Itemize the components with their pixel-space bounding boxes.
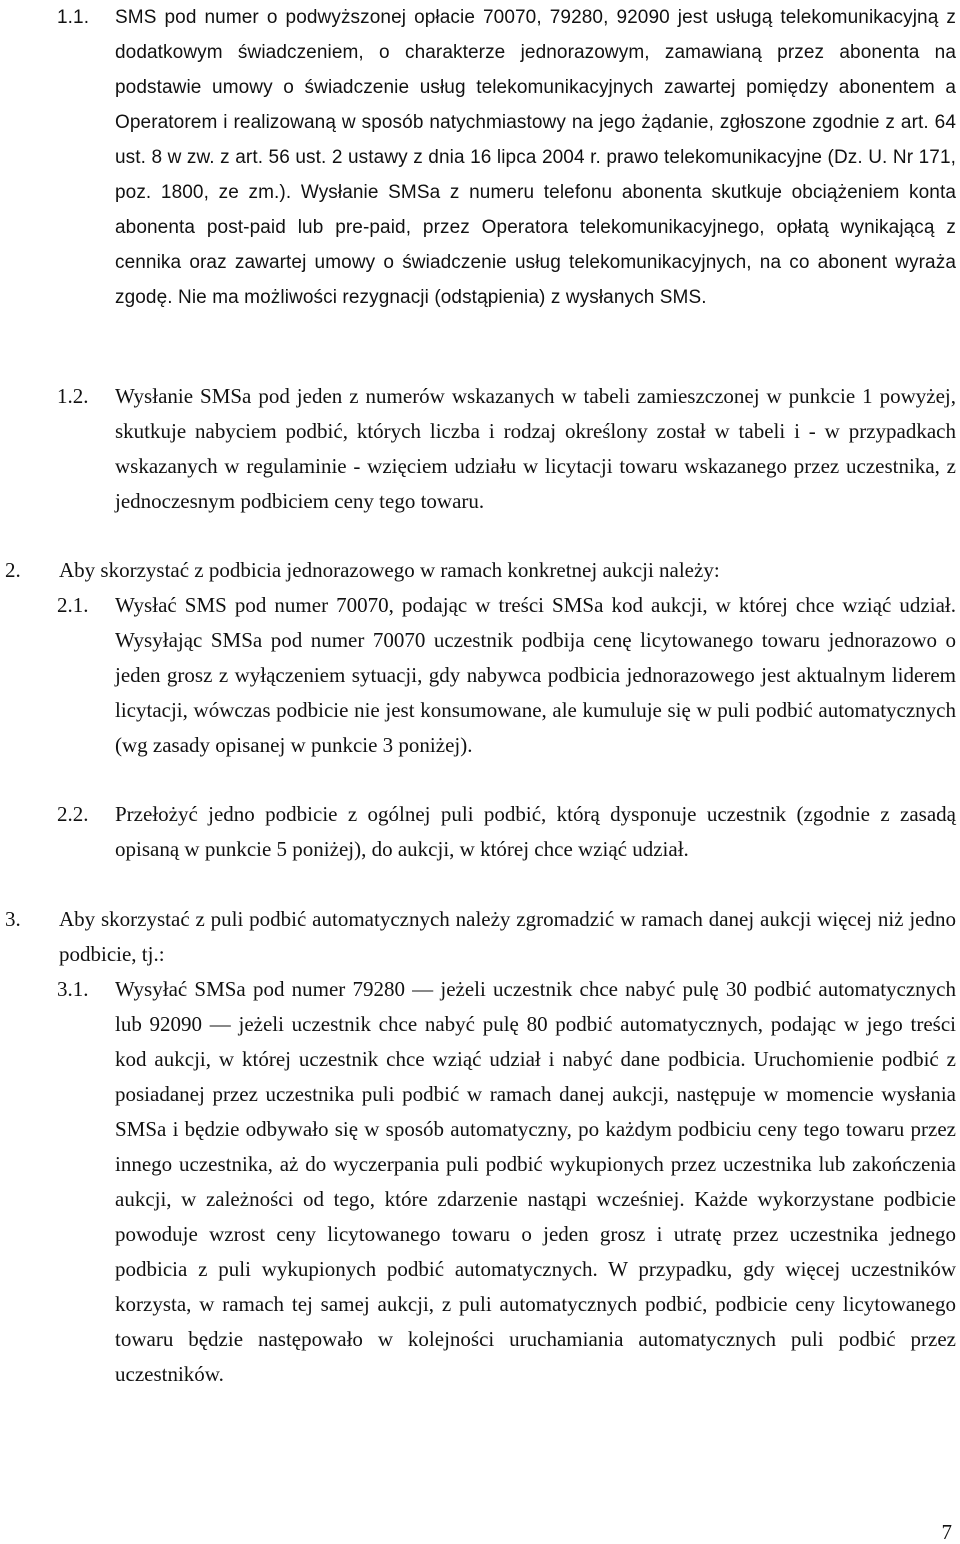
clause-text: Wysyłać SMSa pod numer 79280 — jeżeli uczestnik chce nabyć pulę 30 podbić automatycznych lub 92090 — jeżeli uczestnik chce nabyć pulę 80 podbić automatycznych, podając w jego treści kod aukcji, w której uczestnik chce wziąć udział i nabyć dane podbicia. Uruchomienie podbić z posiadanej przez uczestnika puli podbić w ramach danej aukcji, następuje w momencie wysłania SMSa i będzie odbywało się w sposób automatyczny, po każdym podbiciu ceny tego towaru przez innego uczestnika, aż do wyczerpania puli podbić wykupionych przez uczestnika lub zakończenia aukcji, w zależności od tego, które zdarzenie nastąpi wcześniej. Każde wykorzystane podbicie powoduje wzrost ceny licytowanego towaru o jeden grosz i utratę przez uczestnika jednego podbicia z puli wykupionych podbić automatycznych. W przypadku, gdy więcej uczestników korzysta, w ramach tej samej aukcji, z puli automatycznych podbić, podbicie ceny licytowanego towaru będzie następowało w kolejności uruchamiania automatycznych puli podbić przez uczestników. xyxy=(115,977,956,1386)
clause-number: 1.2. xyxy=(57,384,89,408)
clause-number: 1.1. xyxy=(57,7,90,28)
clause-text: Przełożyć jedno podbicie z ogólnej puli podbić, którą dysponuje uczestnik (zgodnie z zasadą opisaną w punkcie 5 poniżej), do aukcji, w której chce wziąć udział. xyxy=(115,802,956,861)
clause-text: Aby skorzystać z puli podbić automatycznych należy zgromadzić w ramach danej aukcji więcej niż jedno podbicie, tj.: xyxy=(59,907,956,966)
clause-text: SMS pod numer o podwyższonej opłacie 70070, 79280, 92090 jest usługą telekomunikacyjną z dodatkowym świadczeniem, o charakterze jednorazowym, zamawianą przez abonenta na podstawie umowy o świadczenie usług telekomunikacyjnych zawartej pomiędzy abonentem a Operatorem i realizowaną w sposób natychmiastowy na jego żądanie, zgłoszone zgodnie z art. 64 ust. 8 w zw. z art. 56 ust. 2 ustawy z dnia 16 lipca 2004 r. prawo telekomunikacyjne (Dz. U. Nr 171, poz. 1800, ze zm.). Wysłanie SMSa z numeru telefonu abonenta skutkuje obciążeniem konta abonenta post-paid lub pre-paid, przez Operatora telekomunikacyjnego, opłatą wynikającą z cennika oraz zawartej umowy o świadczenie usług telekomunikacyjnych, na co abonent wyraża zgodę. Nie ma możliwości rezygnacji (odstąpienia) z wysłanych SMS. xyxy=(115,7,956,308)
clause-text: Wysłać SMS pod numer 70070, podając w treści SMSa kod aukcji, w której chce wziąć udział. Wysyłając SMSa pod numer 70070 uczestnik podbija cenę licytowanego towaru jednorazowo o jeden grosz z wyłączeniem sytuacji, gdy nabywca podbicia jednorazowego jest aktualnym liderem licytacji, wówczas podbicie nie jest konsumowane, ale kumuluje się w puli podbić automatycznych (wg zasady opisanej w punkcie 3 poniżej). xyxy=(115,593,956,757)
clause-number: 2.1. xyxy=(57,593,89,617)
clause-number: 2. xyxy=(5,558,21,582)
clause-number: 3.1. xyxy=(57,977,89,1001)
clause-text: Aby skorzystać z podbicia jednorazowego w ramach konkretnej aukcji należy: xyxy=(59,558,720,582)
page-number: 7 xyxy=(941,1520,952,1544)
clause-text: Wysłanie SMSa pod jeden z numerów wskazanych w tabeli zamieszczonej w punkcie 1 powyżej, skutkuje nabyciem podbić, których liczba i rodzaj określony został w tabeli i - w przypadkach wskazanych w regulaminie - wzięciem udziału w licytacji towaru wskazanego przez uczestnika, z jednoczesnym podbiciem ceny tego towaru. xyxy=(115,384,956,513)
clause-number: 3. xyxy=(5,907,21,931)
clause-number: 2.2. xyxy=(57,802,89,826)
